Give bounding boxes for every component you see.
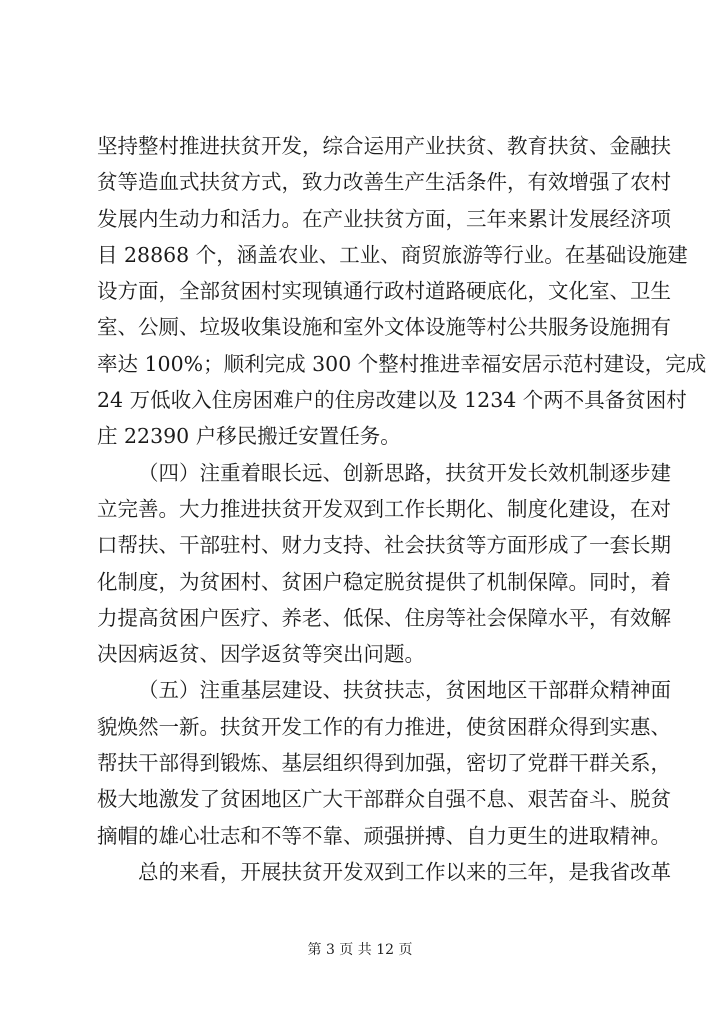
text-line: 立完善。大力推进扶贫开发双到工作长期化、制度化建设，在对 — [97, 496, 671, 521]
text-line: 摘帽的雄心壮志和不等不靠、顽强拼搏、自力更生的进取精神。 — [97, 823, 671, 848]
page-number-footer: 第 3 页 共 12 页 — [307, 942, 413, 958]
text-line: 设方面，全部贫困村实现镇通行政村道路硬底化，文化室、卫生 — [97, 279, 671, 304]
text-line: 目 28868 个，涵盖农业、工业、商贸旅游等行业。在基础设施建 — [97, 242, 688, 267]
section-heading-line: （五）注重基层建设、扶贫扶志，贫困地区干部群众精神面 — [138, 678, 671, 703]
text-line: 庄 22390 户移民搬迁安置任务。 — [97, 424, 401, 449]
text-line: 坚持整村推进扶贫开发，综合运用产业扶贫、教育扶贫、金融扶 — [97, 134, 671, 158]
section-heading-line: （四）注重着眼长远、创新思路，扶贫开发长效机制逐步建 — [138, 460, 671, 485]
text-line: 口帮扶、干部驻村、财力支持、社会扶贫等方面形成了一套长期 — [97, 533, 671, 558]
body-text — [97, 128, 707, 890]
text-line: 率达 100%；顺利完成 300 个整村推进幸福安居示范村建设，完成 — [97, 351, 707, 376]
text-line: 24 万低收入住房困难户的住房改建以及 1234 个两不具备贫困村 — [97, 388, 687, 413]
text-line: 力提高贫困户医疗、养老、低保、住房等社会保障水平，有效解 — [97, 605, 671, 630]
text-line: 化制度，为贫困村、贫困户稳定脱贫提供了机制保障。同时，着 — [97, 569, 671, 594]
text-line: 极大地激发了贫困地区广大干部群众自强不息、艰苦奋斗、脱贫 — [97, 787, 671, 812]
text-line: 贫等造血式扶贫方式，致力改善生产生活条件，有效增强了农村 — [97, 170, 671, 195]
text-line: 发展内生动力和活力。在产业扶贫方面，三年来累计发展经济项 — [97, 206, 671, 231]
text-line: 室、公厕、垃圾收集设施和室外文体设施等村公共服务设施拥有 — [97, 315, 671, 340]
text-line: 貌焕然一新。扶贫开发工作的有力推进，使贫困群众得到实惠、 — [97, 714, 671, 739]
text-line: 帮扶干部得到锻炼、基层组织得到加强，密切了党群干群关系， — [97, 751, 671, 776]
paragraph-start-line: 总的来看，开展扶贫开发双到工作以来的三年，是我省改革 — [138, 859, 671, 884]
text-line: 决因病返贫、因学返贫等突出问题。 — [97, 642, 425, 667]
